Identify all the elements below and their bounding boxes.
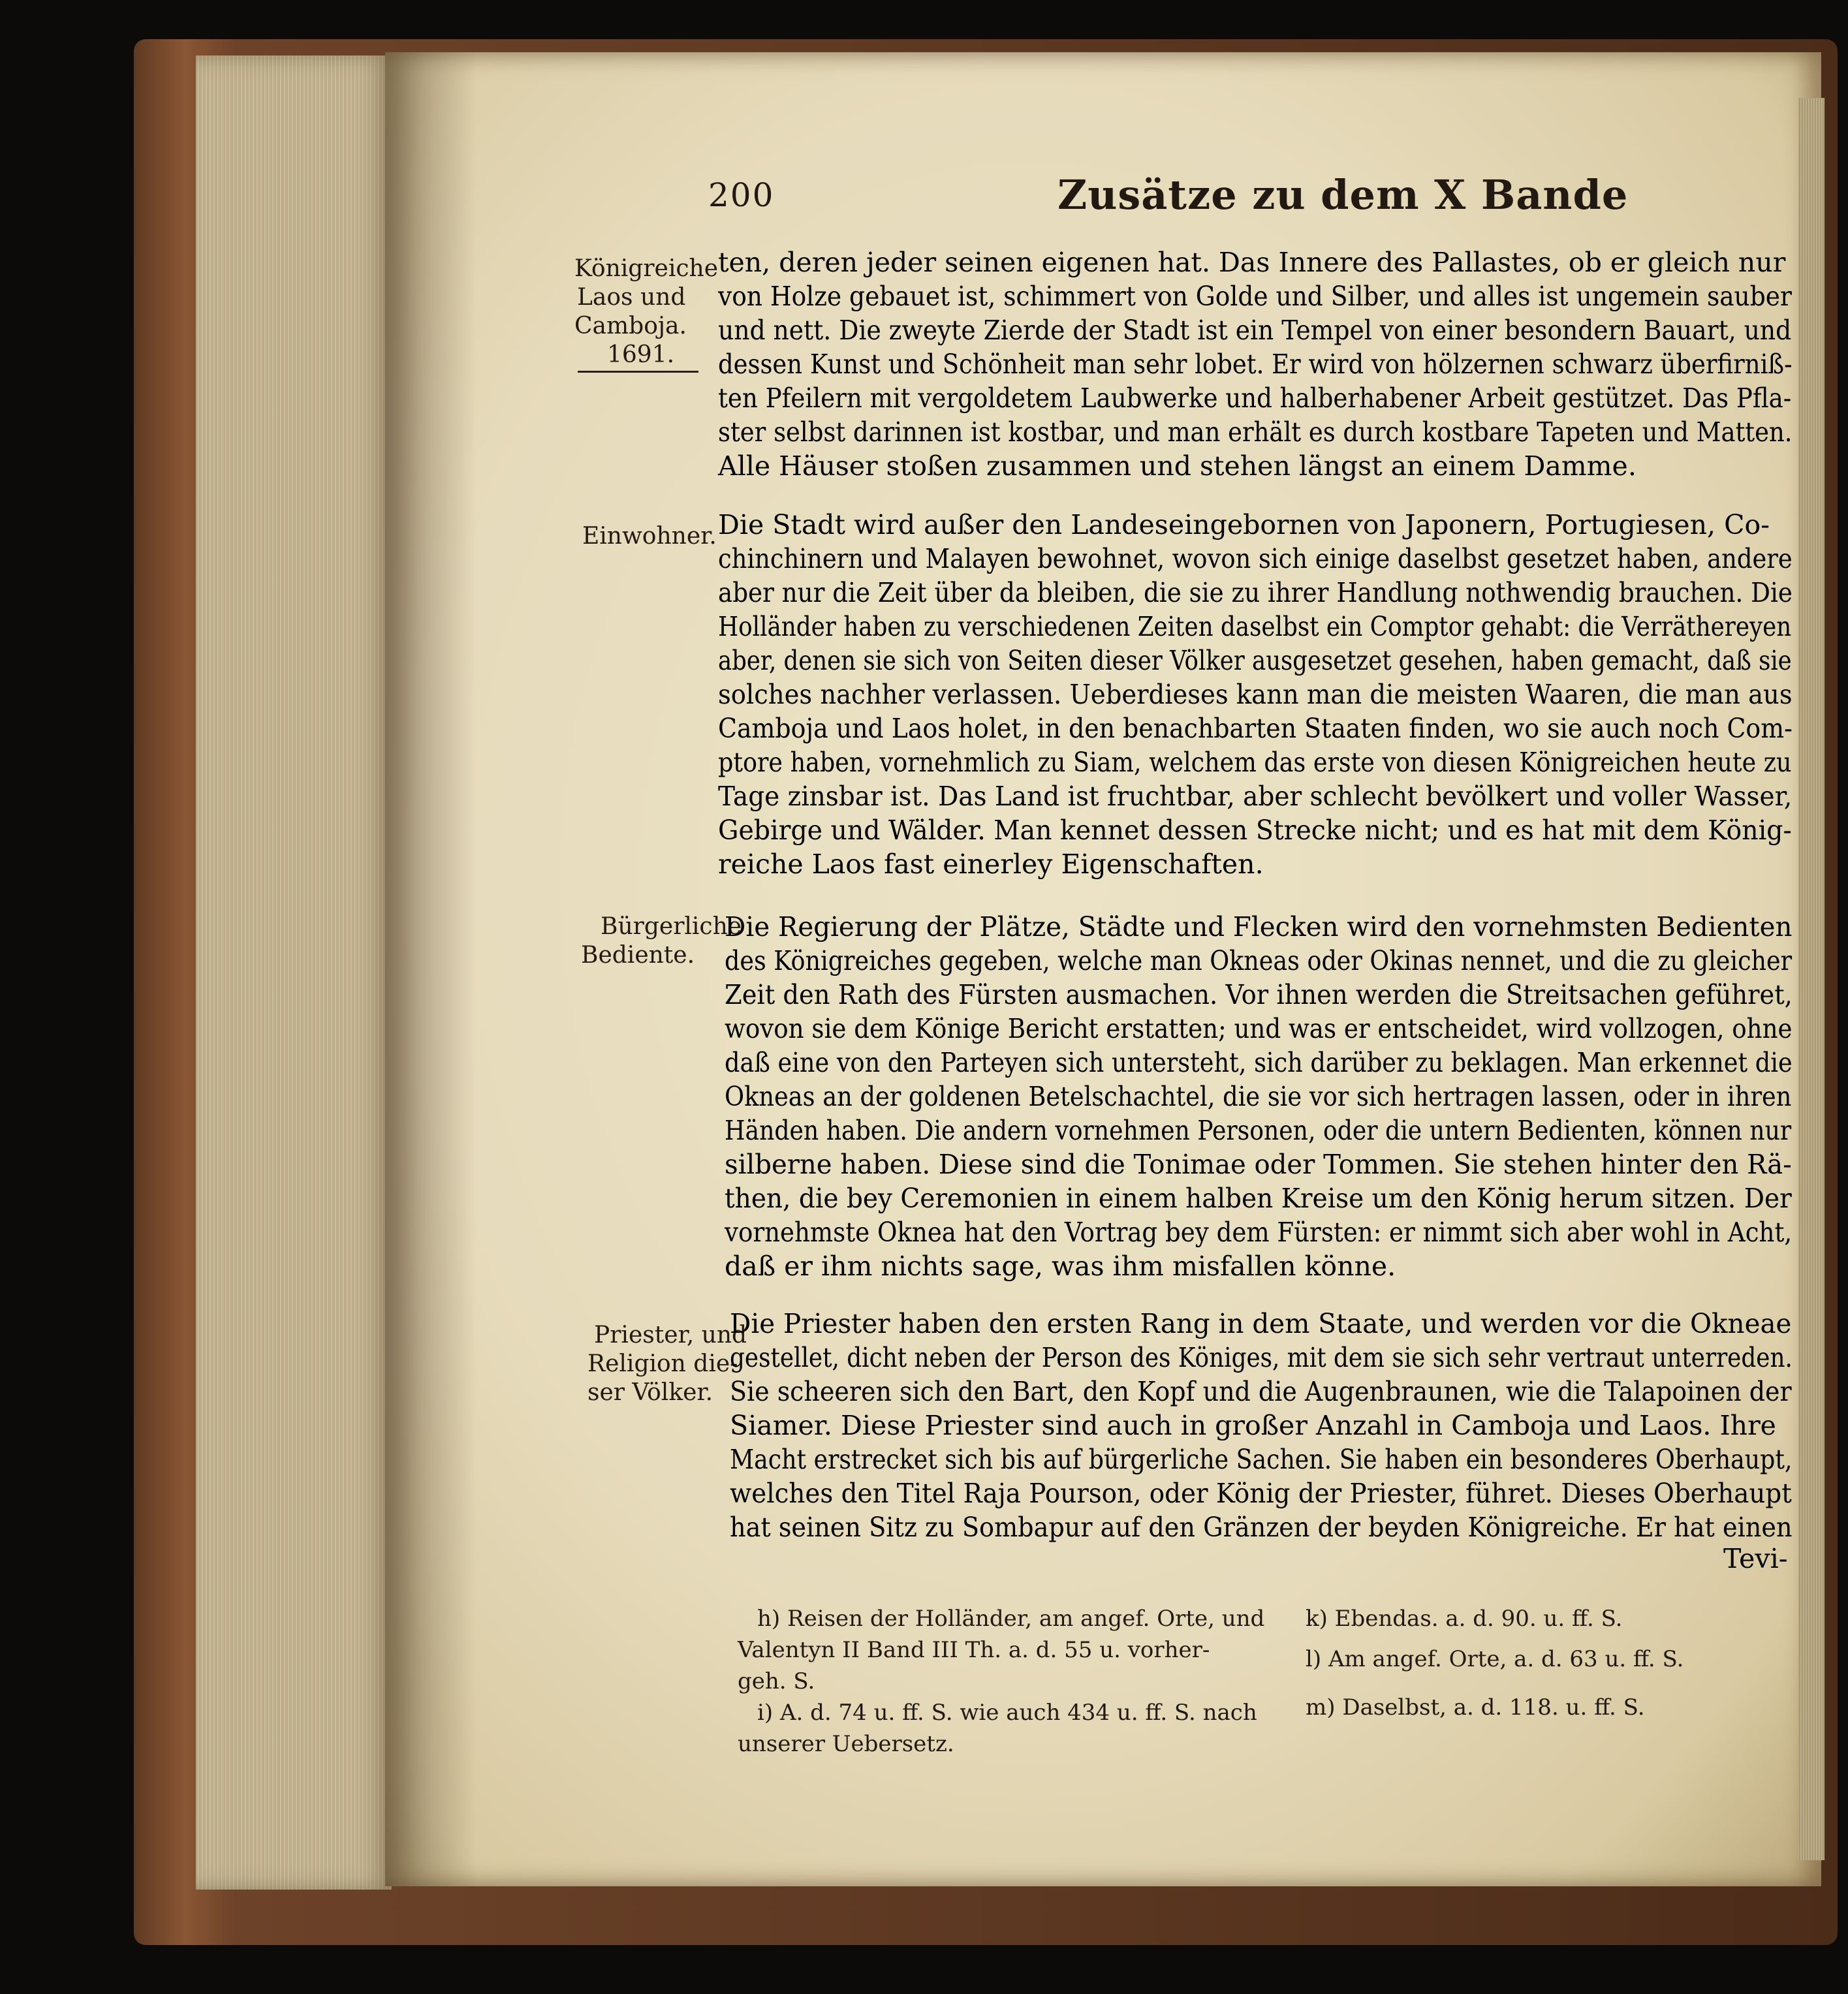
- footnote-line: i) A. d. 74 u. ff. S. wie auch 434 u. ff. S. nach: [757, 1700, 1257, 1726]
- text-line: chinchinern und Malayen bewohnet, wovon sich einige daselbst gesetzet haben, andere: [718, 543, 1793, 574]
- text-line: ten, deren jeder seinen eigenen hat. Das Innere des Pallastes, ob er gleich nur: [718, 247, 1786, 278]
- page-block-edge: [196, 55, 392, 1890]
- footnote-line: unserer Uebersetz.: [738, 1731, 954, 1757]
- margin-note-line: Königreiche: [574, 255, 719, 282]
- margin-note-line: ser Völker.: [587, 1379, 713, 1406]
- catchword: Tevi-: [1723, 1543, 1788, 1574]
- page-number: 200: [708, 176, 775, 214]
- text-line: Die Regierung der Plätze, Städte und Flecken wird den vornehmsten Bedienten: [725, 911, 1793, 942]
- margin-note-line: Priester, und: [594, 1322, 747, 1348]
- text-line: dessen Kunst und Schönheit man sehr lobet. Er wird von hölzernen schwarz überfirniß-: [718, 349, 1793, 380]
- text-line: ster selbst darinnen ist kostbar, und man erhält es durch kostbare Tapeten und Matten.: [718, 416, 1793, 448]
- text-line: gestellet, dicht neben der Person des Königes, mit dem sie sich sehr vertraut unterreden.: [730, 1342, 1793, 1373]
- text-line: ten Pfeilern mit vergoldetem Laubwerke und halberhabener Arbeit gestützet. Das Pfla-: [718, 382, 1792, 414]
- footnote-line: k) Ebendas. a. d. 90. u. ff. S.: [1306, 1606, 1623, 1632]
- footnote-line: Valentyn II Band III Th. a. d. 55 u. vorher-: [738, 1637, 1210, 1663]
- text-line: wovon sie dem Könige Bericht erstatten; und was er entscheidet, wird vollzogen, ohne: [725, 1013, 1793, 1044]
- margin-note-einwohner: [582, 522, 717, 551]
- margin-note-line: Bediente.: [581, 942, 695, 969]
- text-line: Siamer. Diese Priester sind auch in großer Anzahl in Camboja und Laos. Ihre: [730, 1410, 1776, 1441]
- footnote-line: m) Daselbst, a. d. 118. u. ff. S.: [1306, 1694, 1645, 1721]
- footnote-line: geh. S.: [738, 1668, 815, 1694]
- page-fore-edge: [1798, 98, 1825, 1860]
- text-line: Camboja und Laos holet, in den benachbarten Staaten finden, wo sie auch noch Com-: [718, 713, 1793, 744]
- margin-note-line: 1691.: [607, 341, 675, 368]
- text-line: daß eine von den Parteyen sich untersteht, sich darüber zu beklagen. Man erkennet die: [725, 1047, 1793, 1078]
- margin-note-line: Religion die-: [587, 1350, 738, 1377]
- text-line: Tage zinsbar ist. Das Land ist fruchtbar, aber schlecht bevölkert und voller Wasser,: [718, 781, 1793, 812]
- text-line: daß er ihm nichts sage, was ihm misfallen könne.: [725, 1251, 1396, 1282]
- text-line: hat seinen Sitz zu Sombapur auf den Gränzen der beyden Königreiche. Er hat einen: [730, 1512, 1793, 1543]
- margin-note-line: Camboja.: [574, 313, 687, 339]
- text-line: Die Priester haben den ersten Rang in dem Staate, und werden vor die Okneae: [730, 1308, 1792, 1339]
- page-gutter-shadow: [385, 52, 477, 1886]
- text-line: then, die bey Ceremonien in einem halben Kreise um den König herum sitzen. Der: [725, 1183, 1792, 1214]
- text-line: welches den Titel Raja Pourson, oder König der Priester, führet. Dieses Oberhaupt: [730, 1478, 1792, 1509]
- text-line: Macht erstrecket sich bis auf bürgerliche Sachen. Sie haben ein besonderes Oberhaupt,: [730, 1444, 1793, 1475]
- footnote-line: h) Reisen der Holländer, am angef. Orte, und: [757, 1606, 1265, 1632]
- margin-note-priester: [587, 1321, 747, 1407]
- text-line: vornehmste Oknea hat den Vortrag bey dem Fürsten: er nimmt sich aber wohl in Acht,: [725, 1217, 1793, 1248]
- text-line: aber nur die Zeit über da bleiben, die sie zu ihrer Handlung nothwendig brauchen. Die: [718, 577, 1793, 608]
- margin-note-koenigreiche: [574, 255, 718, 369]
- text-line: silberne haben. Diese sind die Tonimae oder Tommen. Sie stehen hinter den Rä-: [725, 1149, 1792, 1180]
- margin-note-line: Laos und: [577, 284, 686, 311]
- text-line: aber, denen sie sich von Seiten dieser Völker ausgesetzet gesehen, haben gemacht, daß sie: [718, 645, 1792, 676]
- running-title: Zusätze zu dem X Bande: [1057, 171, 1629, 219]
- text-line: Händen haben. Die andern vornehmen Personen, oder die untern Bedienten, können nur: [725, 1115, 1792, 1146]
- text-line: solches nachher verlassen. Ueberdieses kann man die meisten Waaren, die man aus: [718, 679, 1793, 710]
- text-line: Zeit den Rath des Fürsten ausmachen. Vor ihnen werden die Streitsachen geführet,: [725, 979, 1793, 1010]
- text-line: von Holze gebauet ist, schimmert von Golde und Silber, und alles ist ungemein sauber: [718, 281, 1792, 312]
- margin-rule: [578, 371, 698, 373]
- text-line: Die Stadt wird außer den Landeseingebornen von Japonern, Portugiesen, Co-: [718, 509, 1770, 540]
- text-line: Sie scheeren sich den Bart, den Kopf und die Augenbraunen, wie die Talapoinen der: [730, 1376, 1792, 1407]
- text-line: reiche Laos fast einerley Eigenschaften.: [718, 849, 1264, 880]
- text-line: Holländer haben zu verschiedenen Zeiten daselbst ein Comptor gehabt: die Verräthereyen: [718, 611, 1792, 642]
- footnote-line: l) Am angef. Orte, a. d. 63 u. ff. S.: [1306, 1646, 1684, 1672]
- text-line: Alle Häuser stoßen zusammen und stehen längst an einem Damme.: [718, 450, 1637, 482]
- text-line: Okneas an der goldenen Betelschachtel, die sie vor sich hertragen lassen, oder in ihren: [725, 1081, 1792, 1112]
- margin-note-buergerliche: [581, 912, 742, 970]
- margin-note-line: Einwohner.: [582, 523, 717, 550]
- text-line: und nett. Die zweyte Zierde der Stadt ist ein Tempel von einer besondern Bauart, und: [718, 315, 1792, 346]
- margin-note-line: Bürgerliche: [601, 913, 742, 940]
- text-line: Gebirge und Wälder. Man kennet dessen Strecke nicht; und es hat mit dem König-: [718, 815, 1792, 846]
- text-line: des Königreiches gegeben, welche man Okneas oder Okinas nennet, und die zu gleicher: [725, 945, 1793, 976]
- text-line: ptore haben, vornehmlich zu Siam, welchem das erste von diesen Königreichen heute zu: [718, 747, 1792, 778]
